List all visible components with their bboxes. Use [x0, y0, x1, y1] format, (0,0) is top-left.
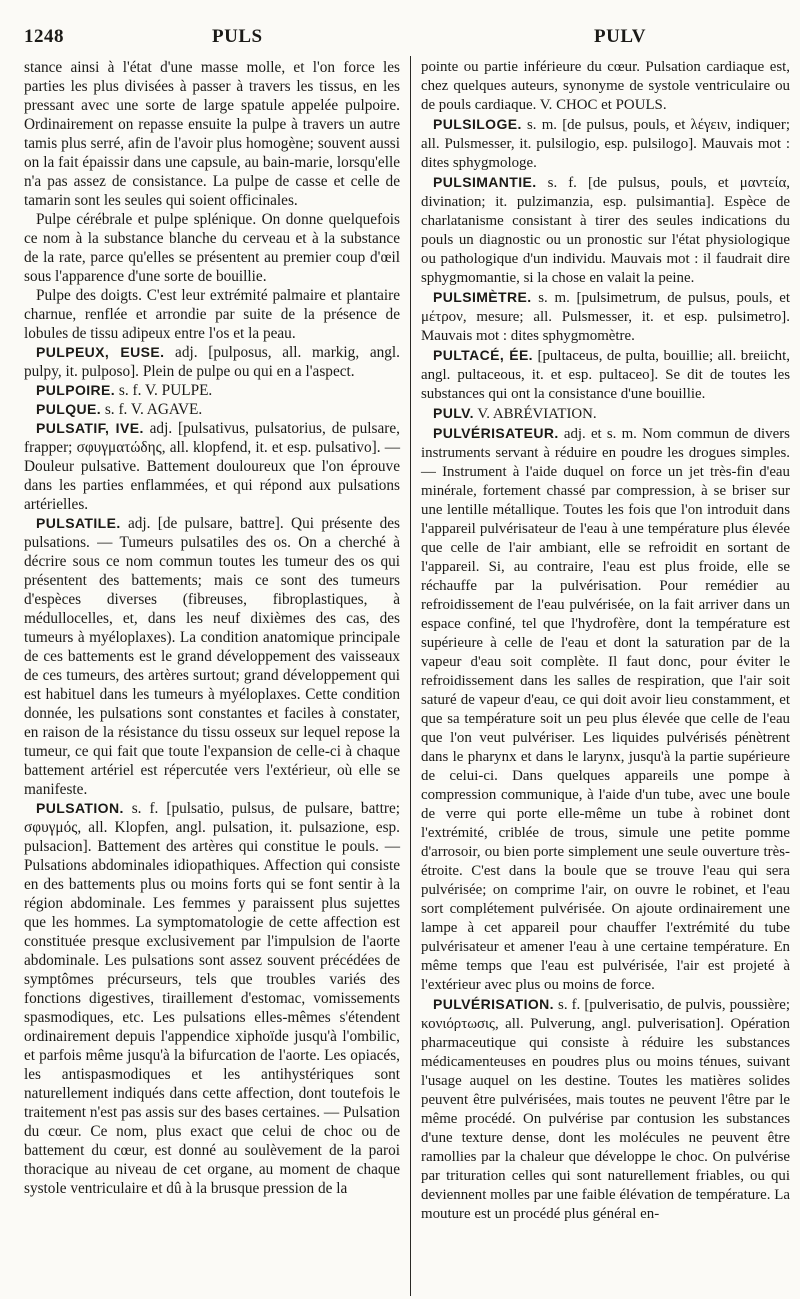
dictionary-entry [421, 173, 790, 288]
dictionary-entry [421, 404, 790, 424]
entry-headword: PULSILOGE. [433, 116, 522, 132]
entry-headword: PULQUE. [36, 401, 102, 417]
left-running-head: PULS [212, 26, 263, 47]
entry-headword: PULSIMÈTRE. [433, 289, 532, 305]
dictionary-entry [421, 346, 790, 404]
dictionary-entry [421, 115, 790, 173]
dictionary-entry [24, 381, 400, 400]
entry-body: s. f. V. AGAVE. [104, 401, 203, 418]
entry-headword: PULTACÉ, ÉE. [433, 347, 533, 363]
entry-headword: PULV. [433, 405, 474, 421]
page-number: 1248 [24, 26, 64, 47]
dictionary-entry [24, 419, 400, 514]
dictionary-entry [421, 424, 790, 995]
dictionary-entry [24, 799, 400, 1198]
entry-headword: PULPEUX, EUSE. [36, 344, 165, 360]
entry-headword: PULSATIF, IVE. [36, 420, 144, 436]
entry-body: s. f. [pulsatio, pulsus, de pulsare, battre; σφυγμός, all. Klopfen, angl. pulsation, it. pulsazione, esp. pulsacion]. Battement des artères qui constitue le pouls. — Pulsations abdominales idiopathiques. Affection qui consiste en des battements plus ou moins forts qui se font sentir à la région abdominale. Les femmes y paraissent plus sujettes que les hommes. La symptomatologie de cette affection est constituée presque exclusivement par l'impulsion de l'aorte abdominale. Les pulsations sont assez souvent précédées de symptômes précurseurs, tels que troubles variés des fonctions digestives, tiraillement d'estomac, vomissements spasmodiques, etc. Les pulsations elles-mêmes s'étendent ordinairement depuis l'appendice xiphoïde jusqu'à l'ombilic, et parfois même jusqu'à la bifurcation de l'aorte. Les opiacés, les antispasmodiques et les antihystériques sont naturellement indiqués dans cette affection, dont toutefois le traitement n'est pas assis sur des bases certaines. — Pulsation du cœur. Ce nom, plus exact que celui de choc ou de battement du cœur, est donné au soulèvement de la paroi thoracique au niveau de cet organe, au moment de chaque systole ventriculaire et dû à la brusque pression de la [24, 800, 400, 1197]
entry-body: s. m. [pulsimetrum, de pulsus, pouls, et μέτρον, mesure; all. Pulsmesser, it. et esp. pulsimetro]. Mauvais mot : dites sphygmomètre. [421, 290, 790, 344]
entry-body: s. f. [pulverisatio, de pulvis, poussière; κονιόρτωσις, all. Pulverung, angl. pulverisation]. Opération pharmaceutique qui consiste à réduire les substances médicamenteuses en poudres plus ou moins ténues, suivant l'usage auquel on les destine. Toutes les matières solides peuvent être pulvérisées, mais toutes ne peuvent l'être par le même procédé. On pulvérise par contusion les substances d'une texture dense, dont les molécules ne peuvent être ramollies par la chaleur que développe le choc. On pulvérise par trituration celles qui sont naturellement friables, ou qui deviennent molles par une faible élévation de température. La mouture est un procédé plus général en- [421, 997, 790, 1222]
paragraph: Pulpe des doigts. C'est leur extrémité palmaire et plantaire charnue, renflée et arrondie par suite de la présence de lobules de tissu adipeux entre l'os et la peau. [24, 287, 400, 342]
paragraph: stance ainsi à l'état d'une masse molle, et l'on force les parties les plus divisées à passer à travers les tissus, en les pressant avec une sorte de large spatule appelée pulpoire. Ordinairement on repasse ensuite la pulpe à travers un autre tamis plus serré, afin de l'avoir plus homogène; souvent aussi on la fait épaissir dans une capsule, au bain-marie, lorsqu'elle n'a pas assez de consistance. La pulpe de casse et celle de tamarin sont les seules qui soient officinales. [24, 59, 400, 209]
right-running-head: PULV [594, 26, 646, 47]
entry-body: V. ABRÉVIATION. [477, 406, 597, 422]
entry-body: s. f. [de pulsus, pouls, et μαντεία, divination; it. pulzimanzia, esp. pulsimantia]. Espèce de charlatanisme consistant à tirer des seules indications du pouls un diagnostic ou un pronostic sur l'état physiologique ou pathologique d'un individu. Mauvais mot : il faudrait dire sphygmomantie, si la chose en valait la peine. [421, 175, 790, 286]
dictionary-entry [24, 514, 400, 799]
entry-body: s. m. [de pulsus, pouls, et λέγειν, indiquer; all. Pulsmesser, it. pulsilogio, esp. pulsilogo]. Mauvais mot : dites sphygmologe. [421, 117, 790, 171]
entry-headword: PULSIMANTIE. [433, 174, 537, 190]
running-header [24, 26, 786, 52]
paragraph: pointe ou partie inférieure du cœur. Pulsation cardiaque est, chez quelques auteurs, synonyme de systole ventriculaire ou de pouls cardiaque. V. CHOC et POULS. [421, 59, 790, 113]
entry-body: [pultaceus, de pulta, bouillie; all. breiicht, angl. pultaceous, it. et esp. pultaceo]. Se dit de toutes les substances qui ont la consistance d'une bouillie. [421, 348, 790, 402]
dictionary-entry [24, 343, 400, 381]
entry-headword: PULSATILE. [36, 515, 121, 531]
entry-body: adj. [pulsativus, pulsatorius, de pulsare, frapper; σφυγματώδης, all. klopfend, it. et esp. pulsativo]. — Douleur pulsative. Battement douloureux que l'on éprouve dans les parties enflammées, et qui répond aux pulsations artérielles. [24, 420, 401, 513]
left-column [24, 58, 400, 1198]
right-column [421, 58, 790, 1224]
entry-headword: PULVÉRISATEUR. [433, 425, 559, 441]
paragraph: Pulpe cérébrale et pulpe splénique. On donne quelquefois ce nom à la substance blanche du cerveau et à la substance de la rate, parce qu'elles se présentent au premier coup d'œil sous l'apparence d'une sorte de bouillie. [24, 211, 400, 285]
entry-body: adj. et s. m. Nom commun de divers instruments servant à réduire en poudre les drogues simples. — Instrument à l'aide duquel on force un jet très-fin d'eau minérale, fortement chassé par compression, à se briser sur une lentille métallique. Toutes les fois que l'on introduit dans l'appareil pulvérisateur de l'eau à une température plus élevée que celle de l'air ambiant, elle se refroidit en sortant de l'appareil. Si, au contraire, l'eau est plus froide, elle se réchauffe par la pulvérisation. Pour remédier au refroidissement de l'eau pulvérisée, on la fait arriver dans un espace confiné, tel que l'hydrofère, dont la température est supérieure à celle de l'eau et dont la saturation par de la vapeur d'eau soit complète. Il faut donc, pour éviter le refroidissement dans les salles de respiration, que l'air soit saturé de vapeur d'eau, ce qui doit avoir lieu constamment, et que sa température soit un peu plus élevée que celle de l'eau que l'on veut pulvériser. Les liquides pulvérisés pénètrent dans le pharynx et dans le larynx, jusqu'à la partie supérieure de celui-ci. Dans quelques appareils une pompe à compression communique, à l'aide d'un tube, avec une boule de verre qui porte elle-même un tube à robinet dont l'extrémité, criblée de trous, simule une petite pomme d'arrosoir, ou bien porte simplement une seule ouverture très-étroite. C'est dans la boule que se trouve l'eau qui sera pulvérisée; on comprime l'air, on ouvre le robinet, et l'eau sort complétement pulvérisée. On ajoute ordinairement une lampe à cet appareil pour chauffer l'extrémité du tube pulvérisateur et amener l'eau à une certaine température. En même temps que l'eau est pulvérisée, l'air est projeté à l'extérieur avec plus ou moins de force. [421, 426, 790, 993]
entry-headword: PULPOIRE. [36, 382, 116, 398]
entry-headword: PULSATION. [36, 800, 124, 816]
column-divider [410, 56, 411, 1296]
dictionary-entry [24, 400, 400, 419]
entry-body: adj. [pulposus, all. markig, angl. pulpy, it. pulposo]. Plein de pulpe ou qui en a l'aspect. [24, 344, 400, 380]
dictionary-entry [421, 995, 790, 1224]
entry-body: s. f. V. PULPE. [118, 382, 213, 399]
entry-headword: PULVÉRISATION. [433, 996, 554, 1012]
entry-body: adj. [de pulsare, battre]. Qui présente des pulsations. — Tumeurs pulsatiles des os. On a cherché à décrire sous ce nom commun toutes les tumeur des os qui présentent des battements; mais ce sont des tumeurs d'espèces diverses (fibreuses, fibroplastiques, à médullocelles, et, dans les neuf dixièmes des cas, des tumeurs à myéloplaxes). La condition anatomique principale de ces battements est le grand développement des vaisseaux de ces tumeurs, des artères surtout; grand développement qui est habituel dans les tumeurs à myéloplaxes. Cette condition donnée, les pulsations sont constantes et faciles à constater, en raison de la résistance du tissu osseux sur lequel repose la tumeur, ce qui fait que toute l'expansion de celle-ci à chaque battement artériel est répercutée vers l'extérieur, où elle se manifeste. [24, 515, 400, 798]
dictionary-entry [421, 288, 790, 346]
